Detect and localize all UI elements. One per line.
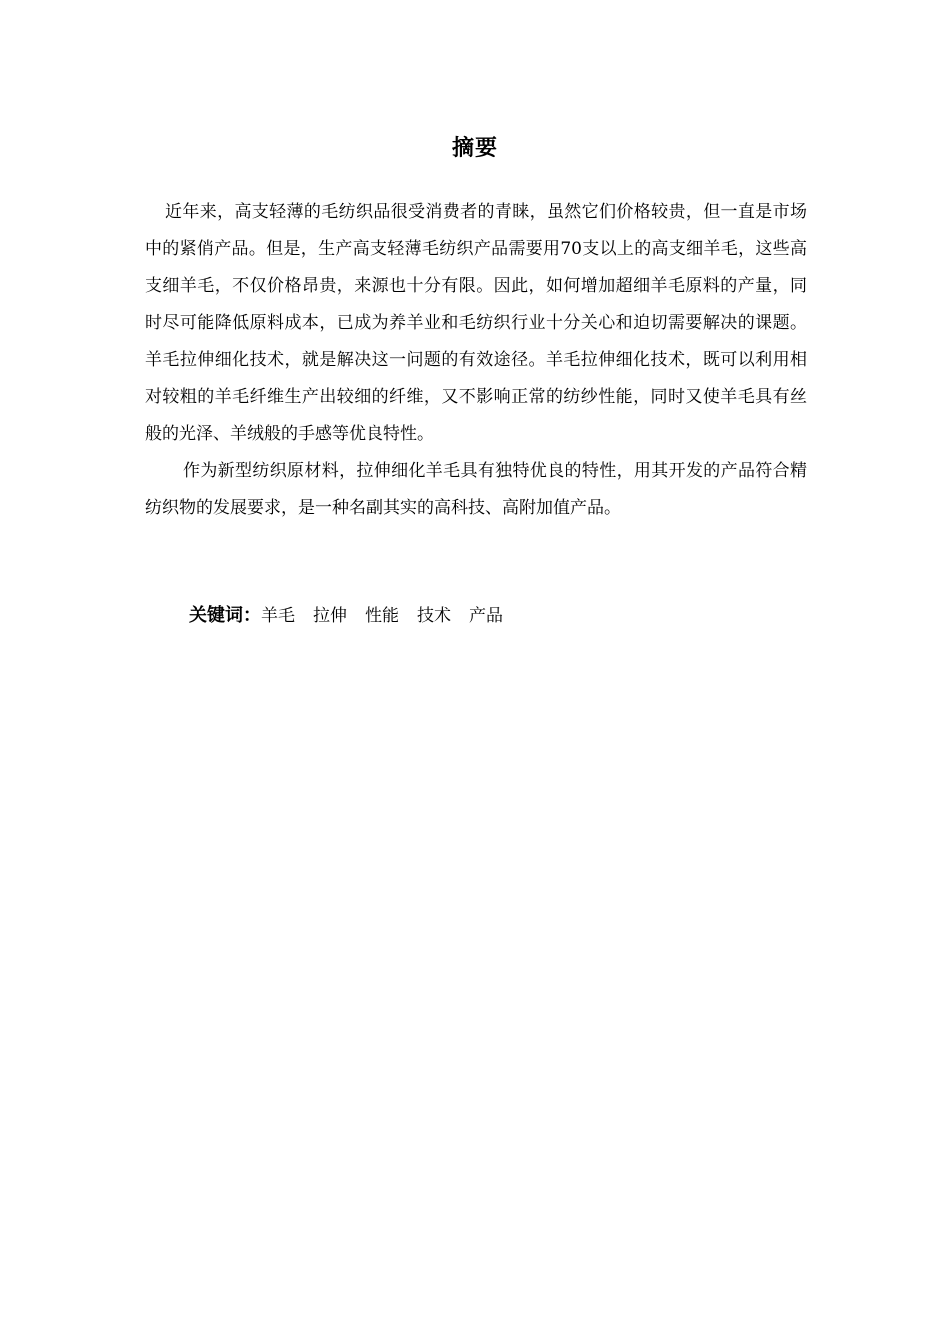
keyword-item: 产品 [469,606,503,626]
keyword-item: 拉伸 [313,606,347,626]
abstract-body [145,194,807,527]
keyword-item: 性能 [365,606,399,626]
keywords-line [189,600,521,632]
keywords-label: 关键词： [189,605,261,626]
abstract-paragraph-1: 近年来，高支轻薄的毛纺织品很受消费者的青睐，虽然它们价格较贵，但一直是市场中的紧俏产品。但是，生产高支轻薄毛纺织产品需要用70支以上的高支细羊毛，这些高支细羊毛，不仅价格昂贵，来源也十分有限。因此，如何增加超细羊毛原料的产量，同时尽可能降低原料成本，已成为养羊业和毛纺织行业十分关心和迫切需要解决的课题。羊毛拉伸细化技术，就是解决这一问题的有效途径。羊毛拉伸细化技术，既可以利用相对较粗的羊毛纤维生产出较细的纤维，又不影响正常的纺纱性能，同时又使羊毛具有丝般的光泽、羊绒般的手感等优良特性。 [145,202,807,444]
page-title: 摘要 [451,136,498,161]
abstract-paragraph-2: 作为新型纺织原材料，拉伸细化羊毛具有独特优良的特性，用其开发的产品符合精纺织物的发展要求，是一种名副其实的高科技、高附加值产品。 [145,461,807,518]
keyword-item: 羊毛 [261,606,295,626]
keyword-item: 技术 [417,606,451,626]
